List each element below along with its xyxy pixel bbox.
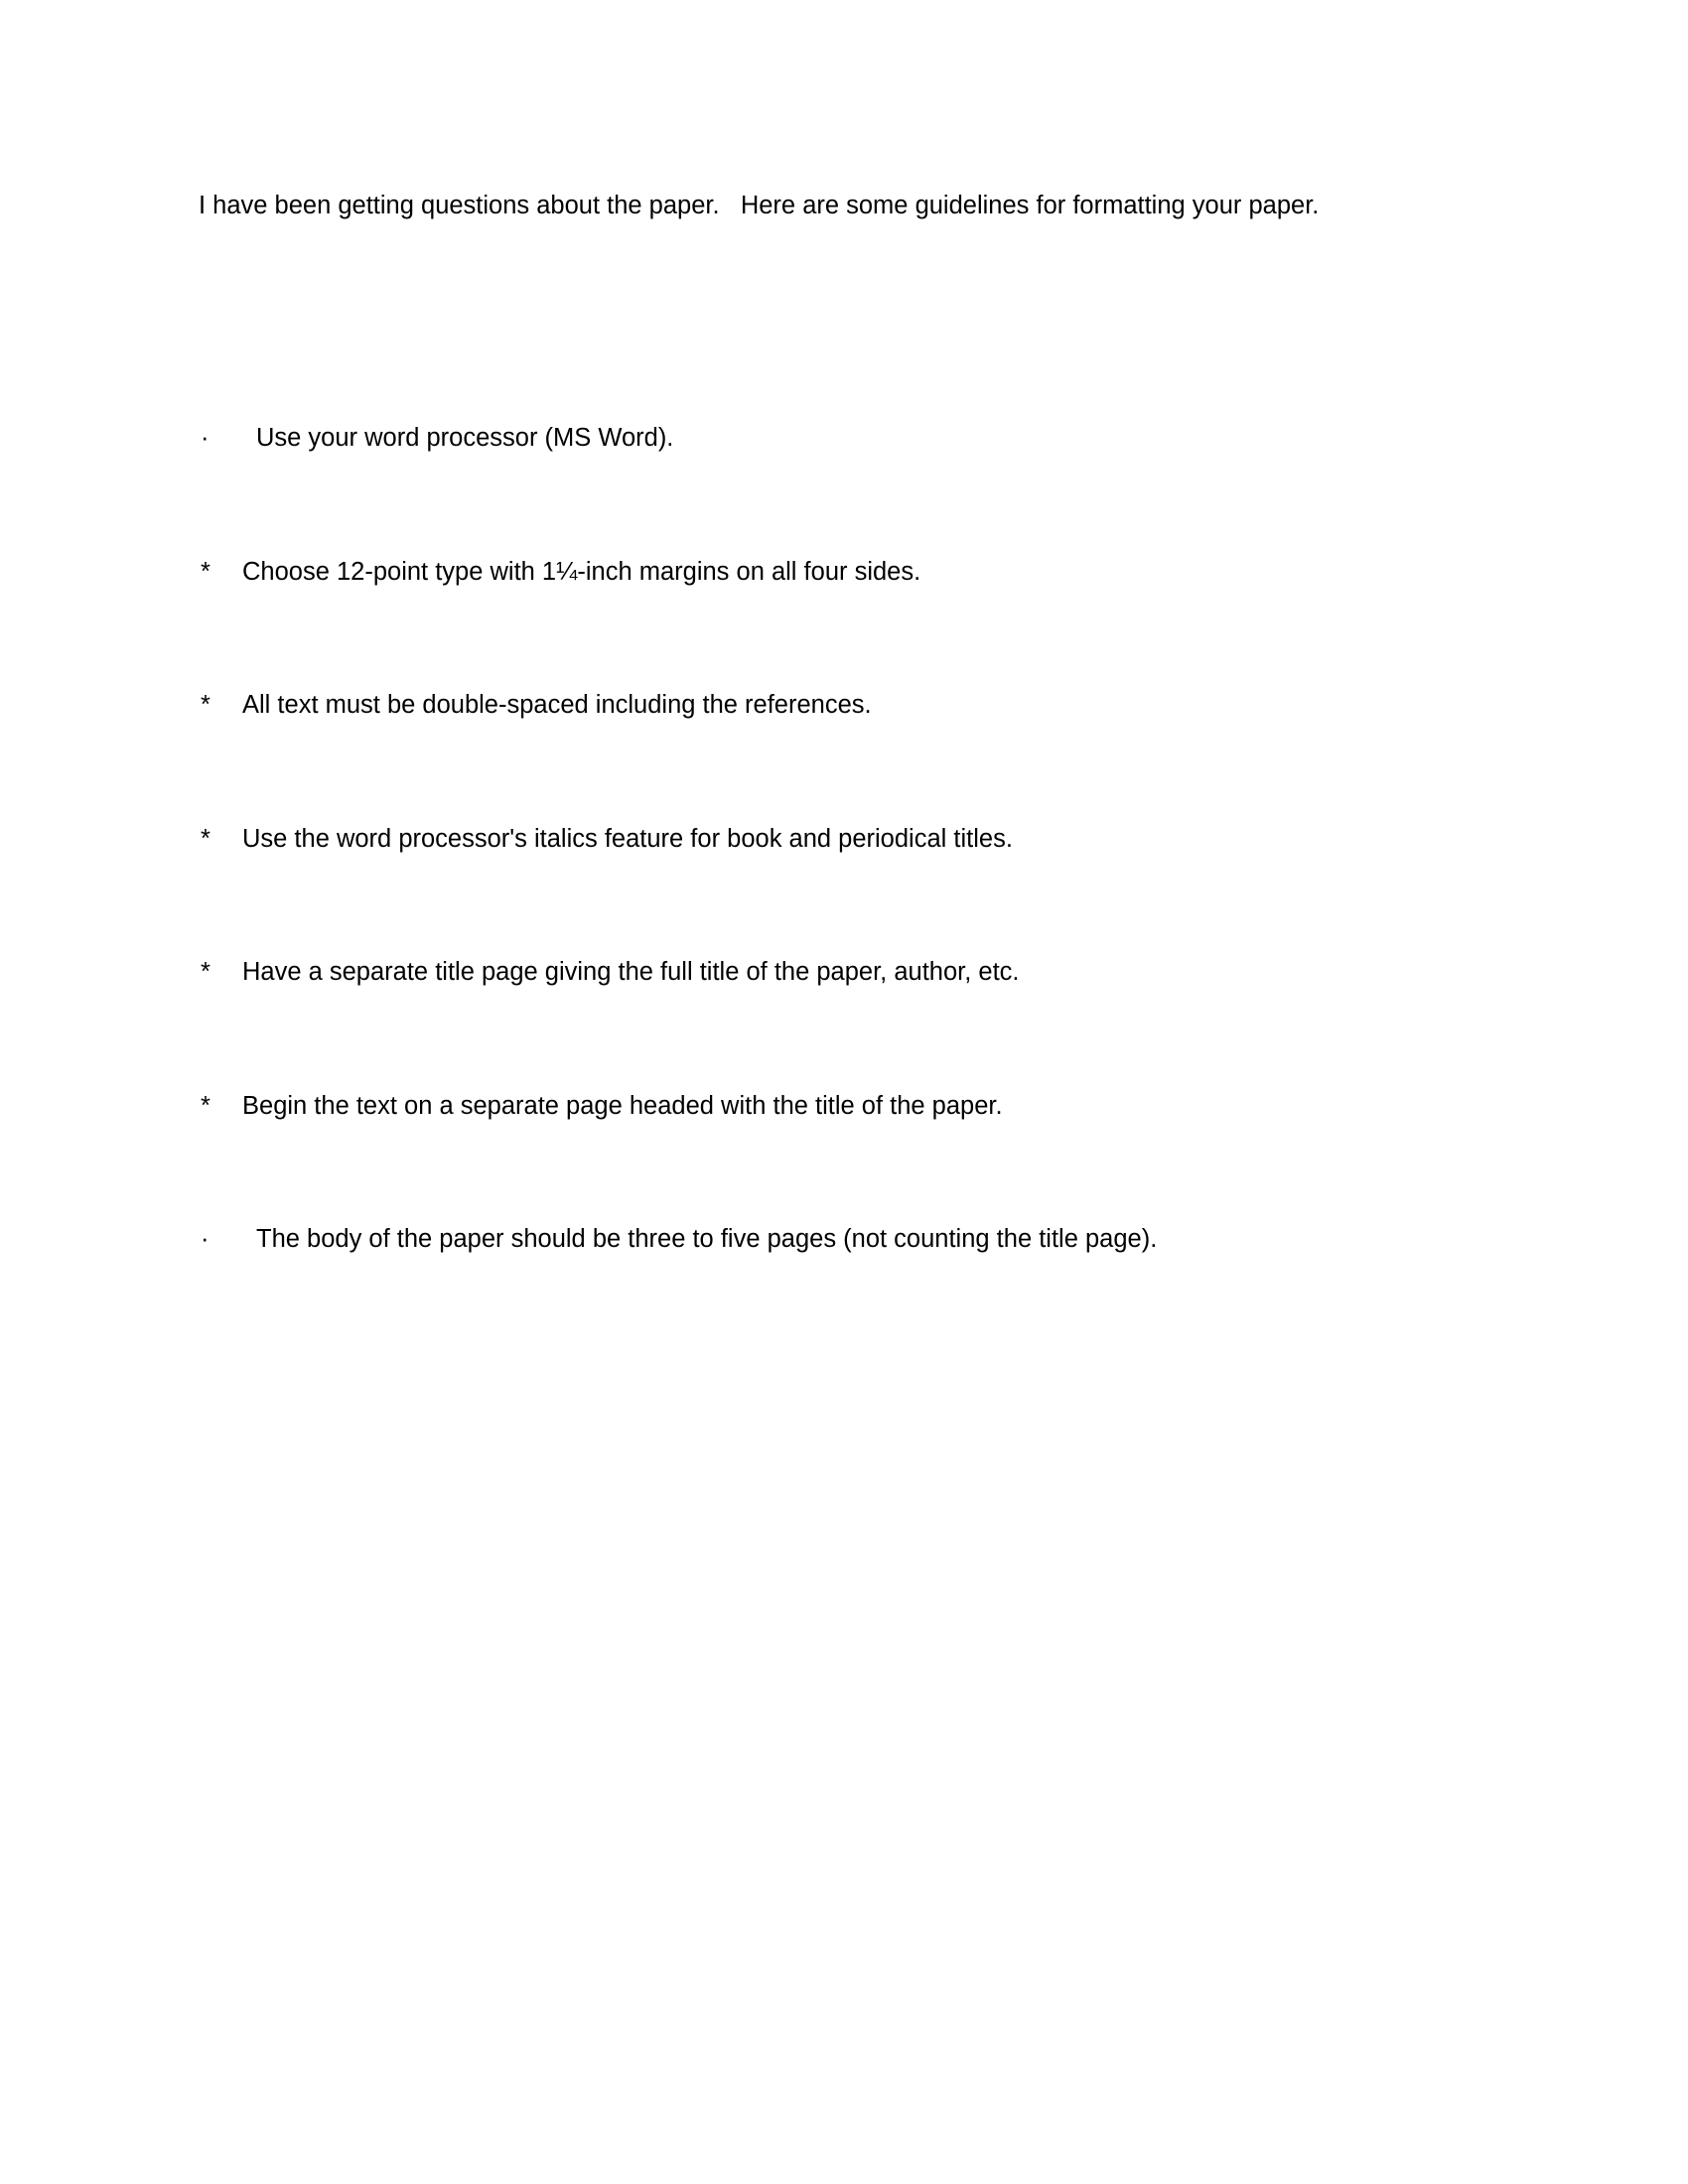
list-item-text: Have a separate title page giving the full title of the paper, author, etc.	[242, 958, 1020, 987]
list-item-text: The body of the paper should be three to five pages (not counting the title page).	[256, 1224, 1158, 1253]
list-item	[199, 555, 1489, 589]
list-item	[199, 688, 1489, 722]
bullet-star-icon: *	[201, 691, 211, 720]
bullet-star-icon: *	[201, 1091, 211, 1120]
list-item	[199, 955, 1489, 989]
bullet-star-icon: *	[201, 824, 211, 853]
paragraph-spacer	[199, 222, 1489, 322]
list-item-text: Choose 12-point type with 1¼-inch margins on all four sides.	[242, 557, 921, 586]
list-item	[199, 421, 1489, 455]
bullet-dot-icon: ·	[201, 424, 210, 453]
document-body	[199, 189, 1489, 1256]
list-item-text: Use your word processor (MS Word).	[256, 424, 674, 453]
list-item	[199, 822, 1489, 856]
list-item-text: Use the word processor's italics feature for book and periodical titles.	[242, 824, 1013, 853]
list-item	[199, 1089, 1489, 1123]
bullet-star-icon: *	[201, 958, 211, 987]
list-item	[199, 1222, 1489, 1256]
guidelines-list	[199, 421, 1489, 1256]
intro-paragraph: I have been getting questions about the paper. Here are some guidelines for formatting your paper.	[199, 192, 1320, 219]
list-item-text: All text must be double-spaced including the references.	[242, 691, 872, 720]
bullet-star-icon: *	[201, 557, 211, 586]
bullet-dot-icon: ·	[201, 1224, 210, 1253]
list-item-text: Begin the text on a separate page headed with the title of the paper.	[242, 1091, 1003, 1120]
